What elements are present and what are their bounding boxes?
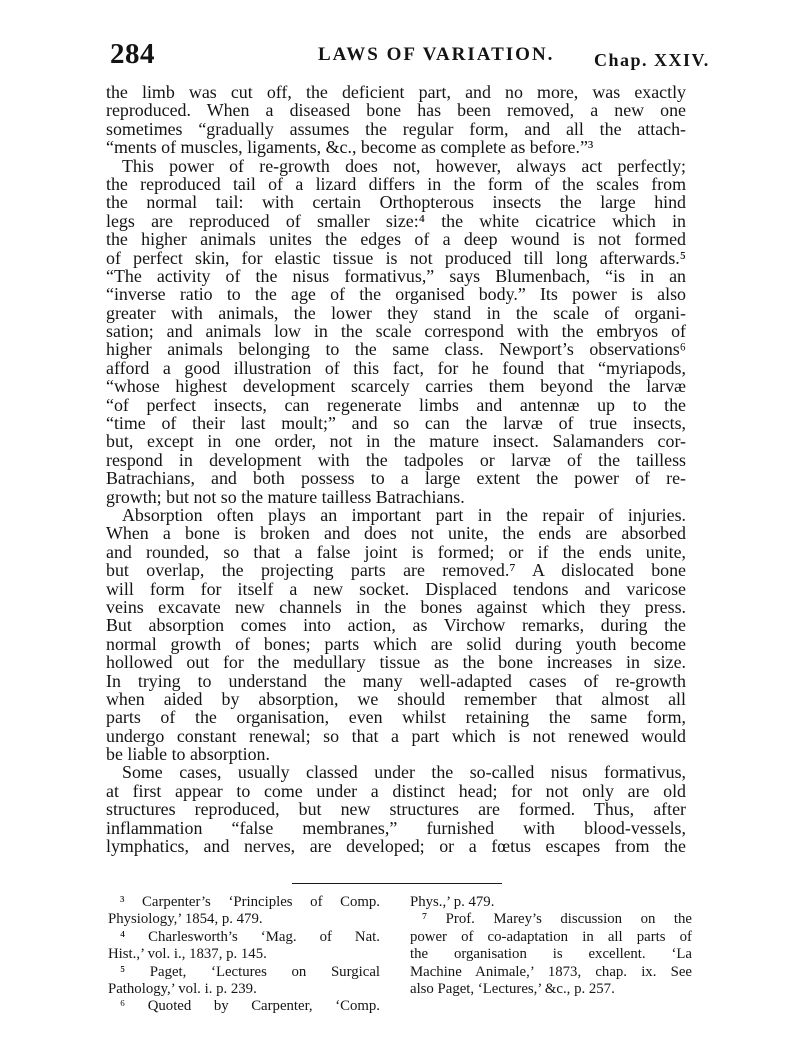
text-line: hollowed out for the medullary tissue as the bone increases in size. bbox=[106, 652, 686, 673]
text-line: lymphatics, and nerves, are developed; or a fœtus escapes from the bbox=[106, 836, 686, 857]
text-line: the higher animals unites the edges of a deep wound is not formed bbox=[106, 229, 686, 250]
text-line: but overlap, the projecting parts are removed.⁷ A dislocated bone bbox=[106, 560, 686, 581]
text-line: veins excavate new channels in the bones against which they press. bbox=[106, 596, 686, 617]
footnote-line: Hist.,’ vol. i., 1837, p. 145. bbox=[108, 946, 267, 963]
text-line: Batrachians, and both possess to a large extent the power of re- bbox=[106, 468, 686, 489]
page-number: 284 bbox=[110, 38, 155, 70]
footnote-line: power of co-adaptation in all parts of bbox=[410, 928, 692, 945]
footnote-line: also Paget, ‘Lectures,’ &c., p. 257. bbox=[410, 980, 615, 997]
text-line: “of perfect insects, can regenerate limbs and antennæ up to the bbox=[106, 394, 686, 415]
text-line: “ments of muscles, ligaments, &c., become as complete as before.”³ bbox=[106, 137, 594, 158]
text-line: “time of their last moult;” and so can the larvæ of true insects, bbox=[106, 413, 686, 434]
footnote-line: ⁷ Prof. Marey’s discussion on the bbox=[422, 911, 692, 928]
text-line: will form for itself a new socket. Displaced tendons and varicose bbox=[106, 578, 686, 599]
text-line: “The activity of the nisus formativus,” says Blumenbach, “is in an bbox=[106, 265, 686, 286]
text-line: inflammation “false membranes,” furnished with blood-vessels, bbox=[106, 817, 686, 838]
text-line: This power of re-growth does not, however, always act perfectly; bbox=[122, 155, 686, 176]
footnote-line: Physiology,’ 1854, p. 479. bbox=[108, 911, 263, 928]
text-line: afford a good illustration of this fact, for he found that “myriapods, bbox=[106, 357, 686, 378]
footnote-line: Machine Animale,’ 1873, chap. ix. See bbox=[410, 963, 692, 980]
page-header bbox=[110, 38, 710, 78]
text-line: but, except in one order, not in the mature insect. Salamanders cor- bbox=[106, 431, 686, 452]
text-line: “whose highest development scarcely carries them beyond the larvæ bbox=[106, 376, 686, 397]
text-line: greater with animals, the lower they stand in the scale of organi- bbox=[106, 302, 686, 323]
footnote-line: ⁴ Charlesworth’s ‘Mag. of Nat. bbox=[120, 928, 380, 945]
footnotes-right-column bbox=[410, 894, 692, 998]
text-line: undergo constant renewal; so that a part which is not renewed would bbox=[106, 725, 686, 746]
text-line: growth; but not so the mature tailless Batrachians. bbox=[106, 486, 465, 507]
text-line: parts of the organisation, even whilst retaining the same form, bbox=[106, 707, 686, 728]
text-line: “inverse ratio to the age of the organised body.” Its power is also bbox=[106, 284, 686, 305]
chapter-label: Chap. XXIV. bbox=[594, 50, 710, 70]
text-line: But absorption comes into action, as Virchow remarks, during the bbox=[106, 615, 686, 636]
text-line: normal growth of bones; parts which are solid during youth become bbox=[106, 633, 686, 654]
footnote-line: ³ Carpenter’s ‘Principles of Comp. bbox=[120, 894, 380, 910]
footnotes-left-column bbox=[108, 894, 380, 1016]
text-line: higher animals belonging to the same class. Newport’s observations⁶ bbox=[106, 339, 686, 360]
text-line: reproduced. When a diseased bone has been removed, a new one bbox=[106, 100, 686, 121]
text-line: be liable to absorption. bbox=[106, 744, 270, 765]
footnote-line: ⁵ Paget, ‘Lectures on Surgical bbox=[120, 963, 380, 980]
footnote-line: the organisation is excellent. ‘La bbox=[410, 946, 692, 963]
text-line: respond in development with the tadpoles or larvæ of the tailless bbox=[106, 449, 686, 470]
text-line: at first appear to come under a distinct head; for not only are old bbox=[106, 780, 686, 801]
footnote-line: Pathology,’ vol. i. p. 239. bbox=[108, 980, 257, 997]
text-line: the reproduced tail of a lizard differs in the form of the scales from bbox=[106, 173, 686, 194]
text-line: When a bone is broken and does not unite, the ends are absorbed bbox=[106, 523, 686, 544]
text-line: and rounded, so that a false joint is formed; or if the ends unite, bbox=[106, 541, 686, 562]
text-line: sometimes “gradually assumes the regular form, and all the attach- bbox=[106, 118, 686, 139]
text-line: of perfect skin, for elastic tissue is not produced till long afterwards.⁵ bbox=[106, 247, 686, 268]
text-line: when aided by absorption, we should remember that almost all bbox=[106, 688, 686, 709]
text-line: sation; and animals low in the scale correspond with the embryos of bbox=[106, 321, 686, 342]
text-line: Absorption often plays an important part in the repair of injuries. bbox=[122, 504, 686, 525]
text-line: the limb was cut off, the deficient part, and no more, was exactly bbox=[106, 82, 686, 102]
footnote-line: Phys.,’ p. 479. bbox=[410, 894, 495, 910]
text-line: the normal tail: with certain Orthopterous insects the large hind bbox=[106, 192, 686, 213]
text-line: legs are reproduced of smaller size:⁴ the white cicatrice which in bbox=[106, 210, 686, 231]
running-title: LAWS OF VARIATION. bbox=[318, 44, 555, 65]
footnote-rule bbox=[292, 883, 502, 884]
footnote-line: ⁶ Quoted by Carpenter, ‘Comp. bbox=[120, 998, 380, 1015]
text-line: Some cases, usually classed under the so-called nisus formativus, bbox=[122, 762, 686, 783]
text-line: structures reproduced, but new structures are formed. Thus, after bbox=[106, 799, 686, 820]
body-text bbox=[106, 83, 686, 855]
text-line: In trying to understand the many well-adapted cases of re-growth bbox=[106, 670, 686, 691]
